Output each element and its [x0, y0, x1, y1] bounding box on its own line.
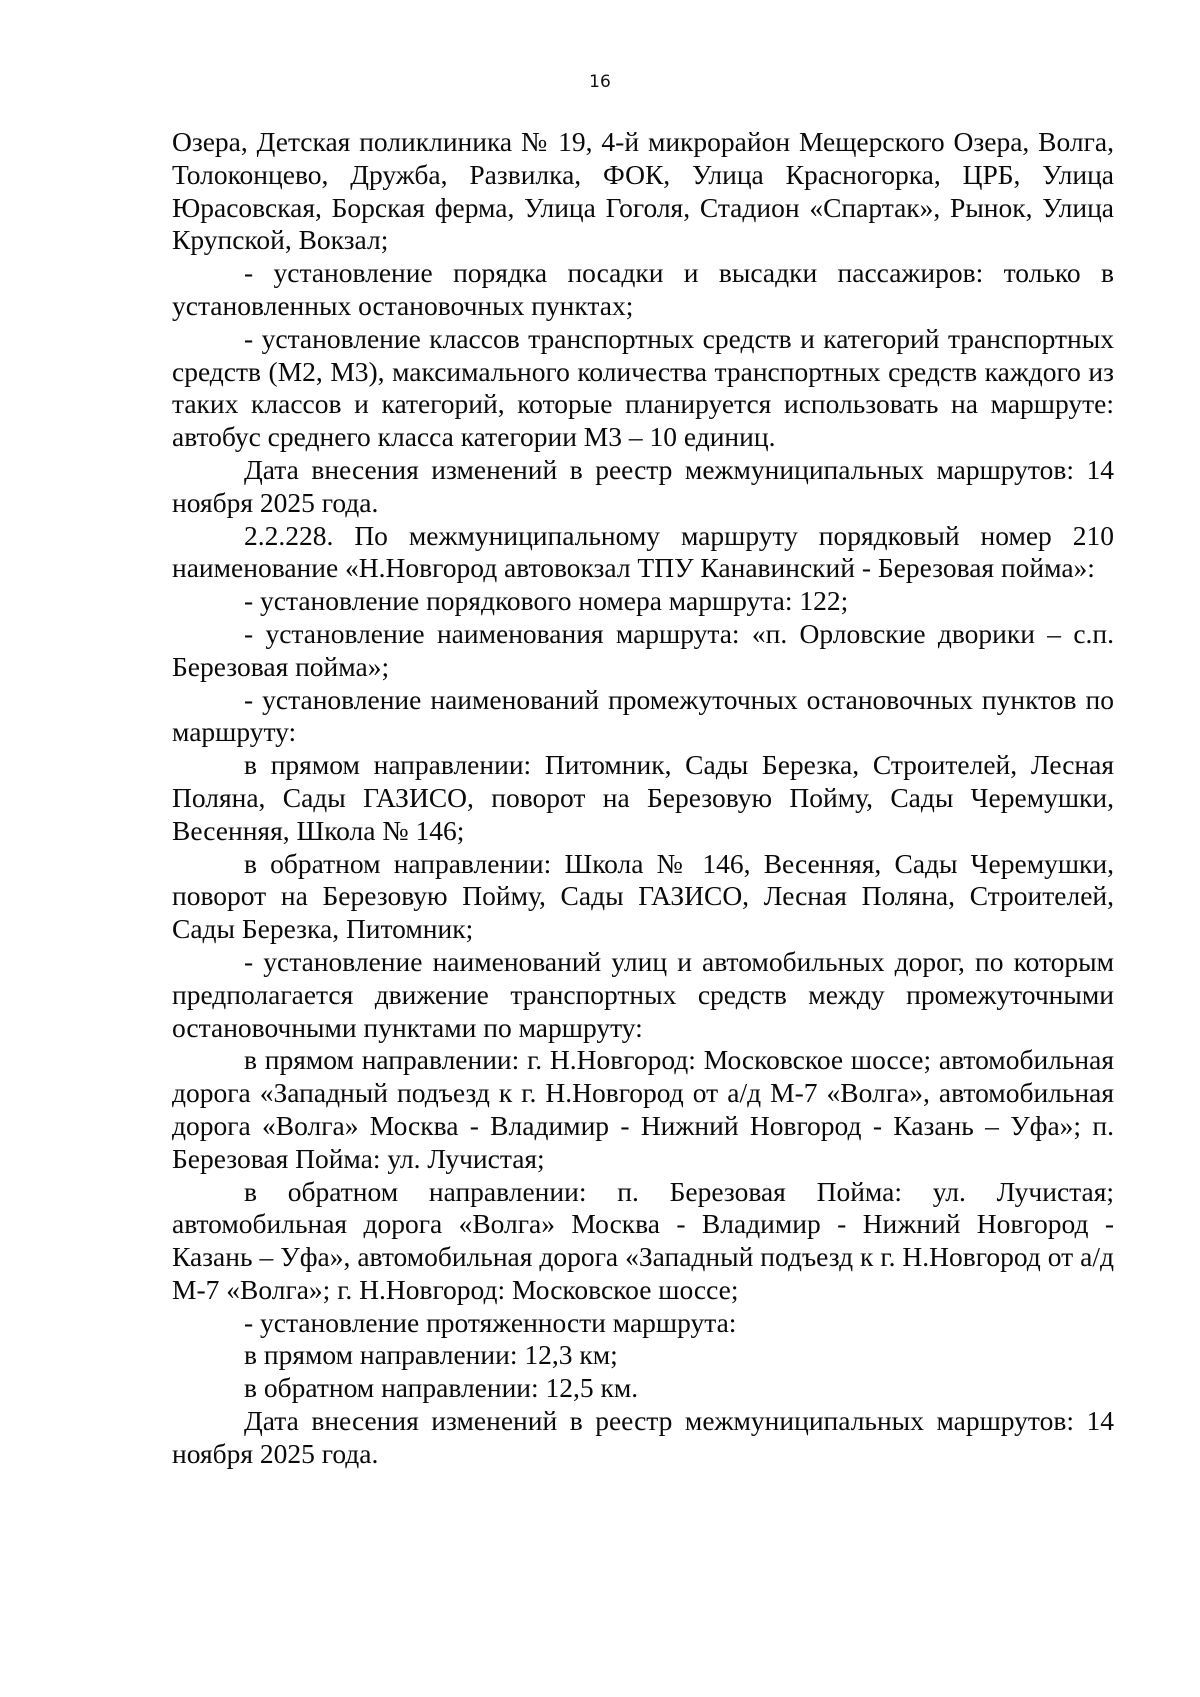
paragraph-registry-date: Дата внесения изменений в реестр межмуниципальных маршрутов: 14 ноября 2025 года.: [172, 453, 1114, 518]
paragraph-forward-length: в прямом направлении: 12,3 км;: [244, 1339, 618, 1371]
paragraph-forward-stops: в прямом направлении: Питомник, Сады Березка, Строителей, Лесная Поляна, Сады ГАЗИСО, поворот на Березовую Пойму, Сады Черемушки, Весенняя, Школа № 146;: [172, 749, 1114, 846]
paragraph-route-number: - установление порядкового номера маршрута: 122;: [244, 585, 849, 617]
paragraph-roads-intro: - установление наименований улиц и автомобильных дорог, по которым предполагается движение транспортных средств между промежуточными остановочными пунктами по маршруту:: [172, 945, 1114, 1043]
paragraph-boarding-order: - установление порядка посадки и высадки пассажиров: только в установленных остановочных пунктах;: [172, 257, 1114, 321]
paragraph-reverse-stops: в обратном направлении: Школа № 146, Весенняя, Сады Черемушки, поворот на Березовую Пойму, Сады ГАЗИСО, Лесная Поляна, Строителей, Сады Березка, Питомник;: [172, 847, 1114, 945]
paragraph-registry-date-final: Дата внесения изменений в реестр межмуниципальных маршрутов: 14 ноября 2025 года.: [172, 1405, 1114, 1469]
paragraph-length-intro: - установление протяженности маршрута:: [244, 1306, 737, 1338]
paragraph-reverse-roads: в обратном направлении: п. Березовая Пойма: ул. Лучистая; автомобильная дорога «Волга» Москва - Владимир - Нижний Новгород - Казань – Уфа», автомобильная дорога «Западный подъезд к г. Н.Новгород от а/д М-7 «Волга»; г. Н.Новгород: Московское шоссе;: [172, 1175, 1114, 1305]
paragraph-stops-continuation: Озера, Детская поликлиника № 19, 4-й микрорайон Мещерского Озера, Волга, Толоконцево, Дружба, Развилка, ФОК, Улица Красногорка, ЦРБ, Улица Юрасовская, Борская ферма, Улица Гоголя, Стадион «Спартак», Рынок, Улица Крупской, Вокзал;: [172, 126, 1114, 256]
paragraph-route-name: - установление наименования маршрута: «п. Орловские дворики – с.п. Березовая пойма»;: [172, 617, 1114, 682]
page-number: 16: [589, 72, 611, 92]
document-body: [172, 126, 1114, 1471]
paragraph-intermediate-stops-intro: - установление наименований промежуточных остановочных пунктов по маршруту:: [172, 683, 1114, 748]
paragraph-section-heading: 2.2.228. По межмуниципальному маршруту порядковый номер 210 наименование «Н.Новгород автовокзал ТПУ Канавинский - Березовая пойма»:: [172, 519, 1114, 584]
paragraph-forward-roads: в прямом направлении: г. Н.Новгород: Московское шоссе; автомобильная дорога «Западный подъезд к г. Н.Новгород от а/д М-7 «Волга», автомобильная дорога «Волга» Москва - Владимир - Нижний Новгород - Казань – Уфа»; п. Березовая Пойма: ул. Лучистая;: [172, 1044, 1114, 1174]
paragraph-reverse-length: в обратном направлении: 12,5 км.: [244, 1372, 639, 1404]
paragraph-vehicle-classes: - установление классов транспортных средств и категорий транспортных средств (М2, М3), максимального количества транспортных средств каждого из таких классов и категорий, которые планируется использовать на маршруте: автобус среднего класса категории М3 – 10 единиц.: [172, 322, 1114, 453]
